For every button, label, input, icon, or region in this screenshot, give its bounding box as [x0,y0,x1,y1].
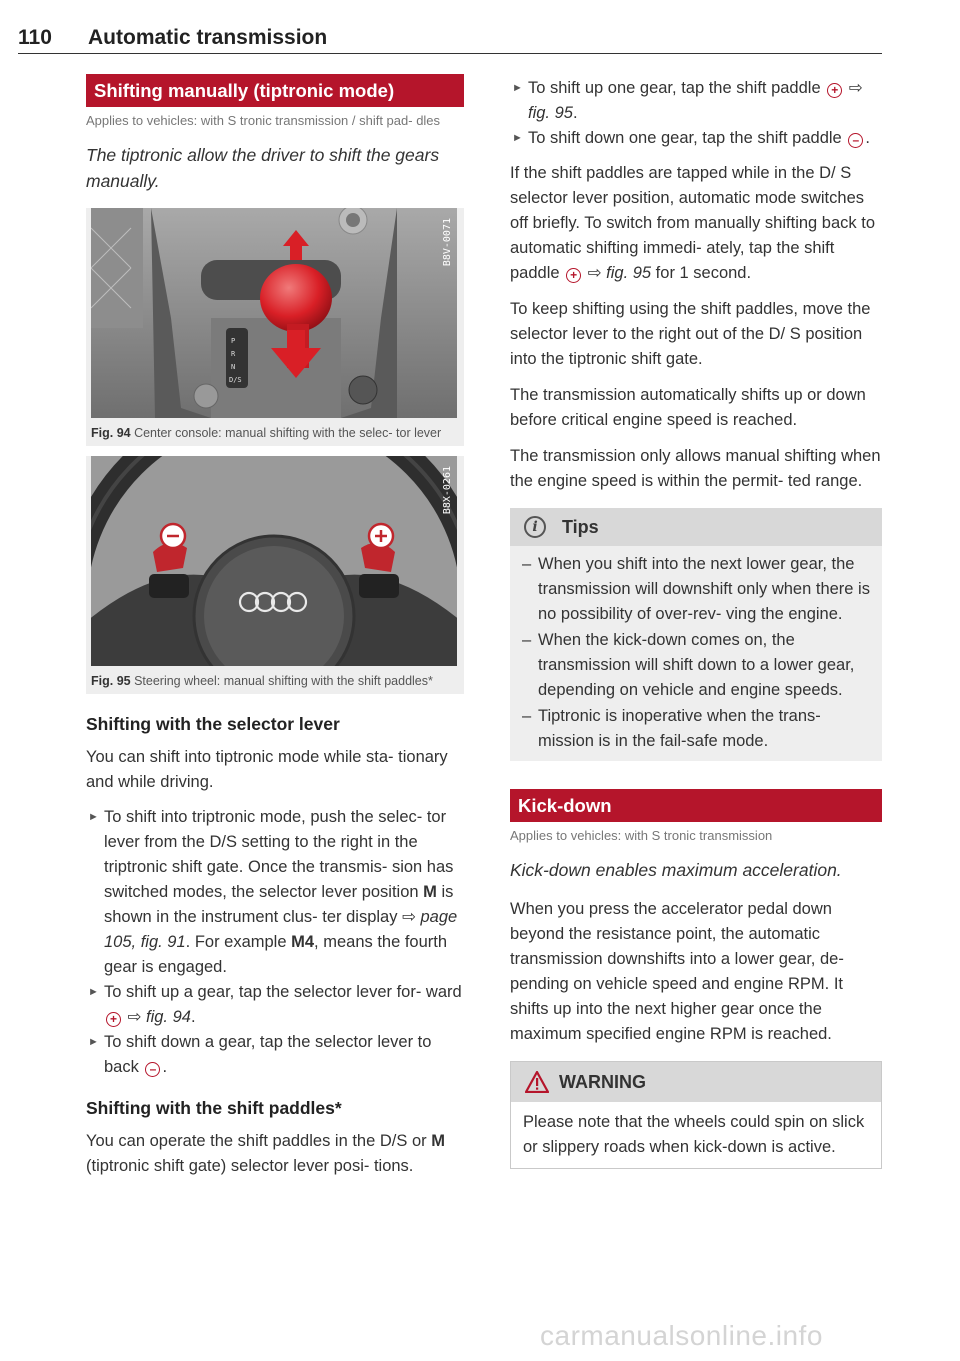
figure-94 [86,208,464,446]
figure-95-caption [86,666,464,694]
figure-94-caption [86,418,464,446]
step-text: To shift into triptronic mode, push the selec- tor lever from the D/S setting to the right in the triptronic shift gate. Once the transmis- sion has switched modes, the selector lever position [104,808,454,901]
minus-icon: – [848,133,863,148]
step-text: is shown in the instrument clus- ter display [104,883,454,926]
figure-reference-link[interactable]: ⇨ fig. 94 [127,1008,191,1026]
figure-94-caption-text: Center console: manual shifting with the selec- tor lever [134,426,442,440]
tip-item [522,552,870,627]
dash-icon: – [522,707,532,725]
tip-item [522,628,870,703]
step-paddle-down [510,126,882,151]
figure-reference-link[interactable]: ⇨ fig. 95 [528,79,863,122]
section-title-kickdown: Kick-down [510,789,882,822]
svg-text:R: R [231,350,236,358]
step-text: . [190,1008,196,1026]
figure-94-image [91,208,457,418]
step-text: . [572,104,578,122]
step-text: To shift up a gear, tap the selector lever for- ward [104,983,462,1001]
paragraph-text: You can operate the shift paddles in the D/S or [86,1132,432,1150]
figure-95 [86,456,464,694]
page-header [18,22,882,54]
steering-wheel-illustration [91,456,457,666]
right-column [510,74,882,1169]
paragraph-permitted-range: The transmission only allows manual shifting when the engine speed is within the permit- ted range. [510,447,881,490]
step-text: To shift up one gear, tap the shift paddle [528,79,826,97]
svg-text:P: P [231,337,236,345]
warning-box [510,1061,882,1169]
bullet-icon: ► [88,1036,99,1048]
figure-reference-link[interactable]: ⇨ fig. 95 [587,264,652,282]
tip-text: When the kick-down comes on, the transmission will shift down to a lower gear, depending on vehicle and engine speeds. [538,631,855,699]
subheading-shift-paddles: Shifting with the shift paddles* [86,1098,342,1118]
gate-letter: M [431,1132,445,1150]
step-text: To shift down one gear, tap the shift paddle [528,129,847,147]
bullet-icon: ► [88,986,99,998]
dash-icon: – [522,631,532,649]
left-column [86,74,464,1179]
step-text: . For example [185,933,292,951]
figure-95-code: B8X-0261 [442,466,453,515]
figure-94-code: B8V-0071 [442,218,453,267]
section-lead: The tiptronic allow the driver to shift the gears manually. [86,145,440,191]
plus-icon: + [106,1012,121,1027]
step-text: , means the fourth gear is engaged. [104,933,448,976]
kickdown-applies-note: Applies to vehicles: with S tronic transmission [510,828,773,843]
page-number: 110 [18,26,52,49]
bullet-icon: ► [88,811,99,823]
plus-icon: + [827,83,842,98]
paragraph-text: (tiptronic shift gate) selector lever posi- tions. [86,1157,414,1175]
svg-text:D/S: D/S [229,376,242,384]
warning-header [511,1062,881,1102]
figure-94-label: Fig. 94 [91,426,131,440]
kickdown-lead: Kick-down enables maximum acceleration. [510,860,842,880]
step-shift-into-tiptronic [86,805,464,980]
warning-title: WARNING [559,1072,646,1092]
figure-95-label: Fig. 95 [91,674,131,688]
gate-letter: M [423,883,437,901]
dash-icon: – [522,555,532,573]
warning-triangle-icon [525,1071,549,1093]
paragraph-text: for 1 second. [651,264,752,282]
plus-icon: + [566,268,581,283]
subheading-selector-lever: Shifting with the selector lever [86,714,340,734]
step-text: . [865,129,870,147]
tips-box [510,508,882,761]
bullet-icon: ► [512,132,523,144]
info-icon: i [524,516,546,538]
step-text: To shift down a gear, tap the selector lever to back [104,1033,432,1076]
step-paddle-up [510,76,882,126]
tips-header [510,508,882,546]
paragraph-kickdown: When you press the accelerator pedal down beyond the resistance point, the automatic transmission downshifts into a lower gear, de- pending on vehicle speed and engine RPM. It shifts up into the next higher gear once the maximum specified engine RPM is reached. [510,900,844,1043]
tip-item [522,704,870,754]
step-text: . [162,1058,168,1076]
page-reference-link[interactable]: ⇨ page 105, fig. 91 [104,908,458,951]
tips-title: Tips [562,517,599,537]
tips-list [510,546,882,761]
paragraph-tiptronic-mode: You can shift into tiptronic mode while sta- tionary and while driving. [86,748,448,791]
step-shift-up [86,980,464,1030]
warning-text: Please note that the wheels could spin on slick or slippery roads when kick-down is active. [523,1113,865,1156]
gear-example: M4 [291,933,315,951]
minus-icon: – [145,1062,160,1077]
paragraph-auto-mode-off [510,161,882,286]
section-title-tiptronic: Shifting manually (tiptronic mode) [86,74,464,107]
paragraph-keep-shifting: To keep shifting using the shift paddles, move the selector lever to the right out of the D/ S position into the tiptronic shift gate. [510,300,871,368]
paragraph-auto-shift: The transmission automatically shifts up or down before critical engine speed is reached. [510,386,866,429]
chapter-title: Automatic transmission [88,26,328,49]
selector-lever-illustration [91,208,457,418]
paragraph-shift-paddles [86,1129,464,1179]
applies-to-note: Applies to vehicles: with S tronic transmission / shift pad- dles [86,113,441,128]
site-watermark: carmanualsonline.info [540,1320,823,1351]
step-shift-down [86,1030,464,1080]
tip-text: Tiptronic is inoperative when the trans- mission is in the fail-safe mode. [538,707,821,750]
figure-95-caption-text: Steering wheel: manual shifting with the shift paddles* [134,674,433,688]
bullet-icon: ► [512,82,523,94]
svg-text:N: N [231,363,236,371]
tip-text: When you shift into the next lower gear, the transmission will downshift only when there is no possibility of over-rev- ving the engine. [538,555,870,623]
figure-95-image [91,456,457,666]
paragraph-text: If the shift paddles are tapped while in the D/ S selector lever position, automatic mode switches off briefly. To switch from manually shifting back to automatic shifting immedi- ately, tap the shift paddle [510,164,875,282]
